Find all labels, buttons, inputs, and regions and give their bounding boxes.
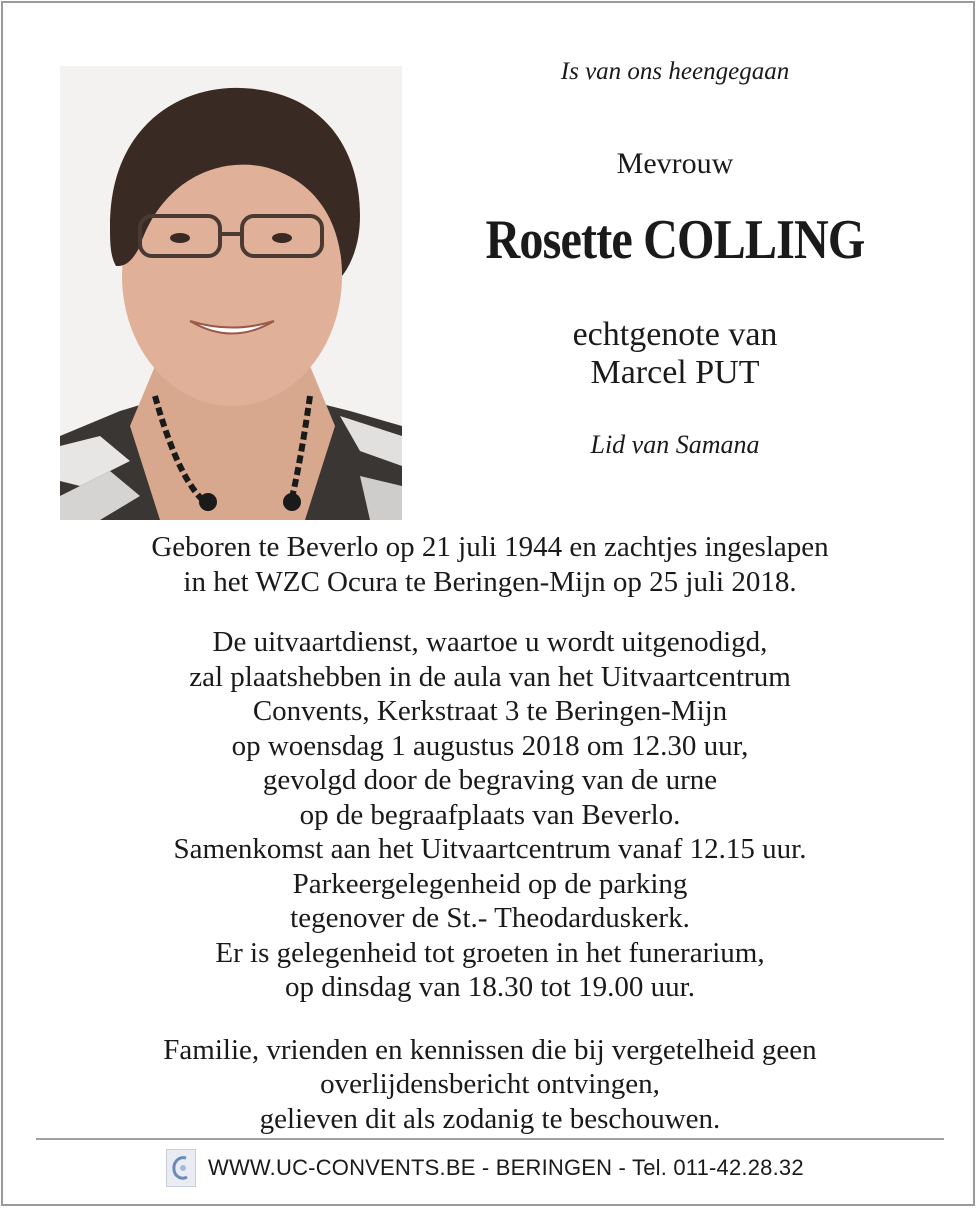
funeral-home-logo-icon: [166, 1149, 196, 1187]
text-line: Geboren te Beverlo op 21 juli 1944 en zachtjes ingeslapen: [151, 531, 829, 563]
text-line: gelieven dit als zodanig te beschouwen.: [259, 1102, 721, 1135]
text-line: Er is gelegenheid tot groeten in het funerarium,: [215, 936, 765, 969]
birth-death-paragraph: [40, 530, 940, 599]
membership-line: Lid van Samana: [590, 430, 760, 459]
text-line: op woensdag 1 augustus 2018 om 12.30 uur,: [231, 729, 749, 762]
text-line: De uitvaartdienst, waartoe u wordt uitgenodigd,: [212, 626, 768, 658]
spouse-block: [440, 316, 910, 392]
text-line: Samenkomst aan het Uitvaartcentrum vanaf 12.15 uur.: [173, 833, 807, 865]
notice-body: [40, 530, 940, 1136]
text-line: in het WZC Ocura te Beringen-Mijn op 25 juli 2018.: [183, 565, 797, 598]
text-line: tegenover de St.- Theodarduskerk.: [290, 902, 690, 934]
closing-paragraph: [40, 1033, 940, 1137]
footer-divider: [36, 1138, 944, 1140]
footer-contact: WWW.UC-CONVENTS.BE - BERINGEN - Tel. 011-42.28.32: [208, 1155, 804, 1180]
text-line: Convents, Kerkstraat 3 te Beringen-Mijn: [252, 695, 728, 727]
text-line: zal plaatshebben in de aula van het Uitvaartcentrum: [189, 660, 791, 693]
deceased-name: Rosette COLLING: [485, 209, 865, 271]
intro-line: Is van ons heengegaan: [560, 58, 790, 85]
spouse-name: Marcel PUT: [590, 354, 760, 391]
text-line: overlijdensbericht ontvingen,: [320, 1068, 660, 1100]
text-line: op de begraafplaats van Beverlo.: [299, 798, 681, 831]
notice-header: [440, 50, 910, 460]
text-line: gevolgd door de begraving van de urne: [262, 764, 718, 796]
text-line: op dinsdag van 18.30 tot 19.00 uur.: [284, 971, 695, 1003]
portrait-photo: [60, 66, 402, 520]
title-prefix: Mevrouw: [616, 147, 734, 180]
spouse-label: echtgenote van: [572, 316, 778, 353]
text-line: Familie, vrienden en kennissen die bij vergetelheid geen: [163, 1033, 817, 1066]
text-line: Parkeergelegenheid op de parking: [292, 867, 688, 900]
footer: [166, 1148, 804, 1188]
ceremony-paragraph: [40, 625, 940, 1005]
